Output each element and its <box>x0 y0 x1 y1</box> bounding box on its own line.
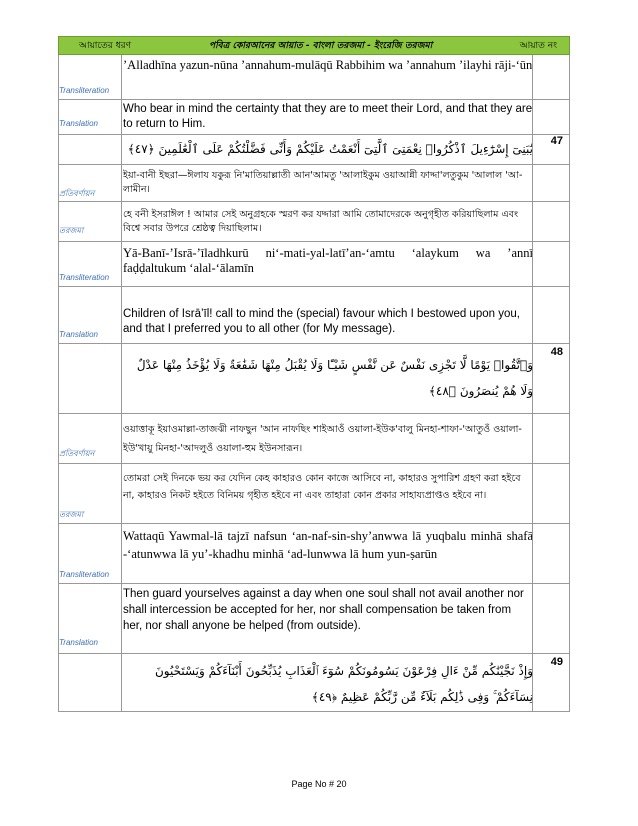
row-bn-translation-47 <box>58 202 570 242</box>
row-translation-46 <box>58 100 570 135</box>
bn-translit-48: ওয়াত্তাকূ ইয়াওমাল্লা-তাজঝী নাফছুন 'আন নাফছিং শাইআওঁ ওয়ালা-ইউক'বালু মিনহা-শাফা-'আতুওঁ ওয়ালা-ইউ'খায়ু মিনহা-'আদলুওঁ ওয়ালা-হুম ইউনসারূন। <box>123 424 522 454</box>
transliteration-47: Yā-Banī-’Isrā-’īladhkurū ni‘-mati-yal-latī’an-‘amtu ‘alaykum wa ’annī faḍḍaltukum ‘alal-‘ālamīn <box>123 246 533 275</box>
label-bn-translit: প্রতিবর্ণায়ন <box>59 189 95 198</box>
transliteration-48: Wattaqū Yawmal-lā tajzī nafsun ‘an-naf-sin-shy’anwwa lā yuqbalu minhā shafā -‘atunwwa lā yu’-khadhu minhā ‘ad-lunwwa lā hum yun-ṣarūn <box>123 529 533 561</box>
header-verse-type: আয়াতের ধরণ <box>79 41 132 51</box>
row-translation-47 <box>58 287 570 344</box>
row-arabic-49 <box>58 654 570 712</box>
row-bn-translit-48 <box>58 414 570 464</box>
transliteration-46: ’Alladhīna yazun-nūna ’annahum-mulāqū Rabbihim wa ’annahum ’ilayhi rāji-‘ūn <box>123 58 533 72</box>
header-title: পবিত্র কোরআনের আয়াত - বাংলা তরজমা - ইংরেজি তরজমা <box>209 41 433 51</box>
label-bn-translation: তরজমা <box>59 226 84 235</box>
label-transliteration: Transliteration <box>59 273 110 282</box>
bn-translation-48: তোমরা সেই দিনকে ভয় কর যেদিন কেহ কাহারও কোন কাজে আসিবে না, কাহারও সুপারিশ গ্রহণ করা হইবে না, কাহারও নিকট হইতে বিনিময় গৃহীত হইবে না এবং তাহারা কোন প্রকার সাহায্যপ্রাপ্তও হইবে না। <box>123 473 521 501</box>
verse-number-47: 47 <box>550 135 563 147</box>
label-translation: Translation <box>59 119 98 128</box>
arabic-47: يَٰبَنِىٓ إِسْرَٰٓءِيلَ ٱذْكُرُوا۟ نِعْمَتِىَ ٱلَّتِىٓ أَنْعَمْتُ عَلَيْكُمْ وَأَنِّى فَضَّلْتُكُمْ عَلَى ٱلْعَٰلَمِينَ ﴿٤٧﴾ <box>127 142 533 156</box>
arabic-48: وَٱتَّقُوا۟ يَوْمًا لَّا تَجْزِى نَفْسٌ عَن نَّفْسٍ شَيْـًٔا وَلَا يُقْبَلُ مِنْهَا شَفَٰعَةٌ وَلَا يُؤْخَذُ مِنْهَا عَدْلٌ وَلَا هُمْ يُنصَرُونَ ﴿٤٨﴾ <box>136 358 533 398</box>
row-arabic-47 <box>58 135 570 165</box>
label-transliteration: Transliteration <box>59 86 110 95</box>
row-bn-translit-47 <box>58 165 570 202</box>
row-transliteration-47 <box>58 242 570 287</box>
page-number: Page No # 20 <box>291 779 347 789</box>
table-header <box>58 36 570 55</box>
label-bn-translit: প্রতিবর্ণায়ন <box>59 449 95 458</box>
header-verse-number: আয়াত নং <box>519 41 557 51</box>
label-translation: Translation <box>59 330 98 339</box>
verse-number-49: 49 <box>550 656 563 668</box>
row-transliteration-48 <box>58 524 570 584</box>
label-bn-translation: তরজমা <box>59 510 84 519</box>
label-translation: Translation <box>59 638 98 647</box>
verse-number-48: 48 <box>550 346 563 358</box>
row-arabic-48 <box>58 344 570 414</box>
row-transliteration-46 <box>58 55 570 100</box>
translation-46: Who bear in mind the certainty that they are to meet their Lord, and that they are to return to Him. <box>123 103 533 130</box>
translation-47: Children of Isrā’īl! call to mind the (special) favour which I bestowed upon you, and that I preferred you to all other (for My message). <box>123 308 520 335</box>
row-translation-48 <box>58 584 570 654</box>
label-transliteration: Transliteration <box>59 570 110 579</box>
bn-translation-47: হে বনী ইসরাঈল ! আমার সেই অনুগ্রহকে স্মরণ কর যদ্দারা আমি তোমাদেরকে অনুগৃহীত করিয়াছিলাম এবং বিশ্বে সবার উপরে শ্রেষ্ঠত্ব দিয়াছিলাম। <box>123 209 519 234</box>
translation-48: Then guard yourselves against a day when one soul shall not avail another nor shall intercession be accepted for her, nor shall compensation be taken from her, nor shall anyone be helped (from outside). <box>123 588 524 632</box>
arabic-49: وَإِذْ نَجَّيْنَٰكُم مِّنْ ءَالِ فِرْعَوْنَ يَسُومُونَكُمْ سُوٓءَ ٱلْعَذَابِ يُذَبِّحُونَ أَبْنَآءَكُمْ وَيَسْتَحْيُونَ نِسَآءَكُمْ ۚ وَفِى ذَٰلِكُم بَلَآءٌ مِّن رَّبِّكُمْ عَظِيمٌ ﴿٤٩﴾ <box>154 664 533 704</box>
row-bn-translation-48 <box>58 464 570 524</box>
bn-translit-47: ইয়া-বানী ইছরা—ঈলায যকুরূ নি'মাতিয়াল্লাতী আন'আমতু 'আলাইকুম ওয়াআন্নী ফাদ্দা'লতুকুম 'আলাল 'আ-লামীন। <box>123 170 523 195</box>
